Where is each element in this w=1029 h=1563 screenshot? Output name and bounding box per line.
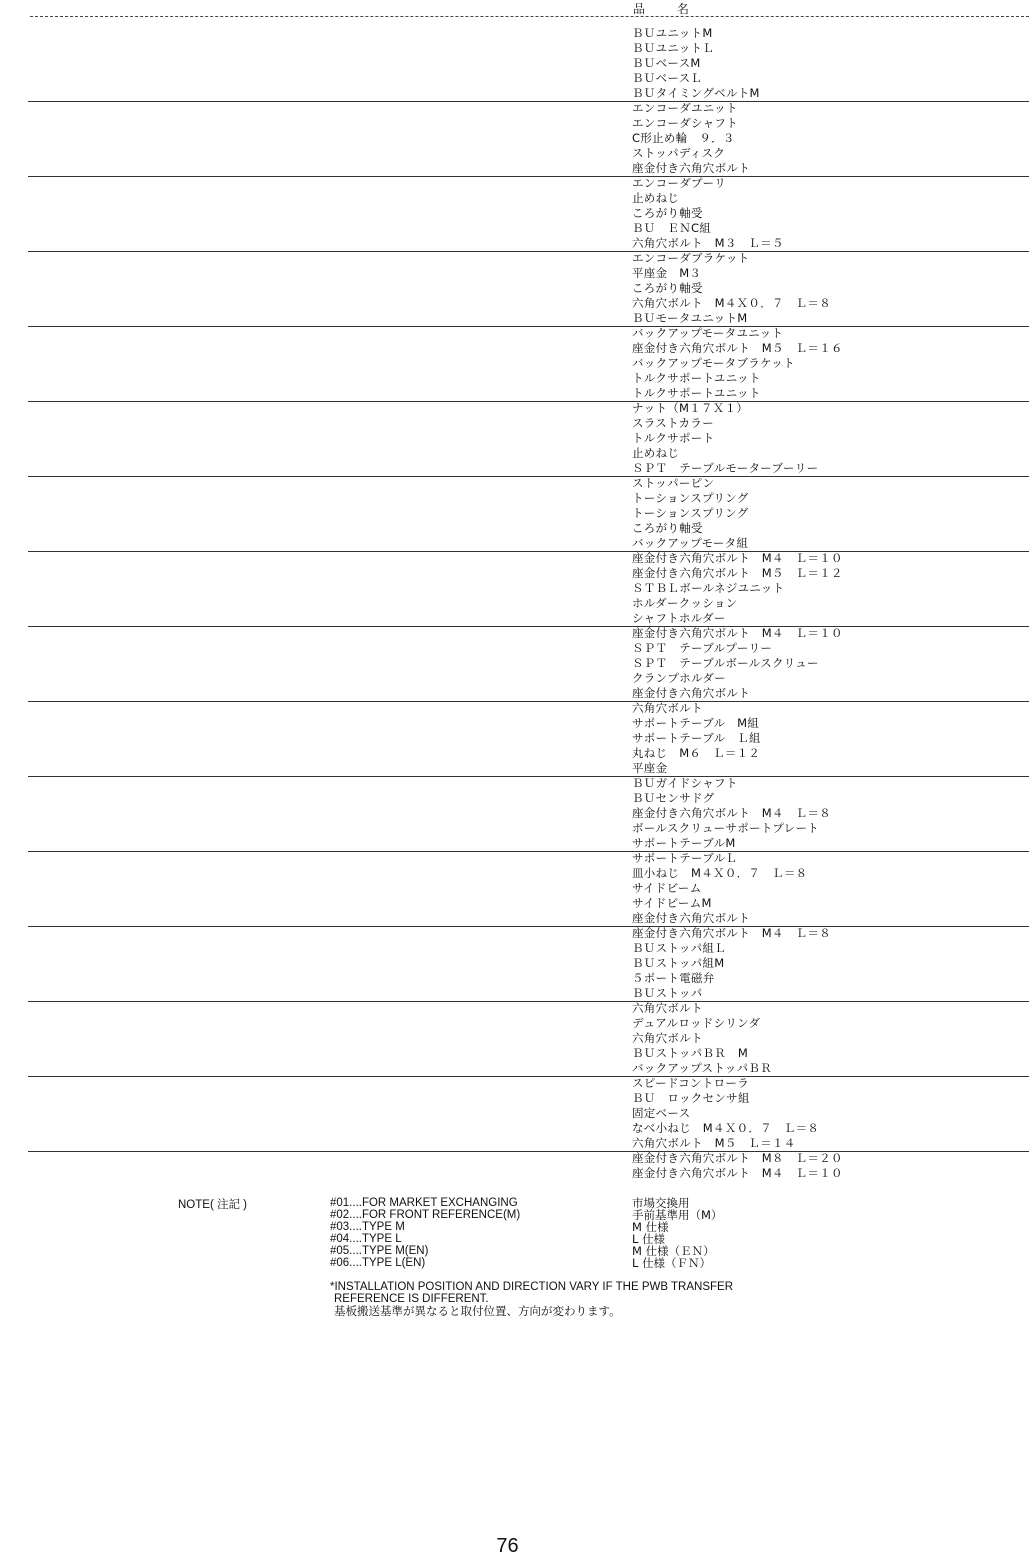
part-name: ＢＵモータユニットM xyxy=(632,311,748,325)
part-name: トーションスプリング xyxy=(632,491,749,505)
part-name: 座金付き六角穴ボルト M４ Ｌ＝１０ xyxy=(632,1166,843,1180)
note-code-line: #03....TYPE M xyxy=(330,1221,405,1233)
group-separator-line xyxy=(28,1076,1029,1077)
part-name: トーションスプリング xyxy=(632,506,749,520)
part-name: 座金付き六角穴ボルト M４ Ｌ＝１０ xyxy=(632,626,843,640)
note-title: NOTE( 注記 ) xyxy=(178,1199,247,1211)
note-jp-line: 手前基準用（M） xyxy=(632,1208,723,1222)
part-name: クランプホルダー xyxy=(632,671,726,685)
note-code-line: #06....TYPE L(EN) xyxy=(330,1257,426,1269)
part-name: 皿小ねじ M４Ｘ０．７ Ｌ＝８ xyxy=(632,866,808,880)
part-name: ＢＵストッパ組Ｌ xyxy=(632,941,727,955)
part-name: ＢＵユニットM xyxy=(632,26,713,40)
part-name: エンコーダユニット xyxy=(632,101,738,115)
part-name: ころがり軸受 xyxy=(632,206,703,220)
part-name: ＢＵガイドシャフト xyxy=(632,776,738,790)
parts-list xyxy=(0,26,1029,1181)
part-name: ＢＵ ロックセンサ組 xyxy=(632,1091,750,1105)
group-separator-line xyxy=(28,626,1029,627)
part-name: 丸ねじ M６ Ｌ＝１２ xyxy=(632,746,761,760)
part-name: C形止め輪 ９．３ xyxy=(632,131,735,145)
part-name: ころがり軸受 xyxy=(632,521,703,535)
part-name: 平座金 M３ xyxy=(632,266,702,280)
part-name: バックアップストッパＢＲ xyxy=(632,1061,772,1075)
note-code-line: #01....FOR MARKET EXCHANGING xyxy=(330,1197,518,1209)
note-code-line: #04....TYPE L xyxy=(330,1233,402,1245)
parts-group xyxy=(0,326,1029,401)
parts-group xyxy=(0,1151,1029,1181)
part-name: ＳＰＴ テーブルボールスクリュー xyxy=(632,656,819,670)
group-separator-line xyxy=(28,176,1029,177)
part-name: ストッパーピン xyxy=(632,476,715,490)
part-name: ＢＵストッパ組M xyxy=(632,956,725,970)
install-note-jp: 基板搬送基準が異なると取付位置、方向が変わります。 xyxy=(334,1304,621,1318)
part-name: ナット（M１７Ｘ１） xyxy=(632,401,749,415)
part-name: 固定ベース xyxy=(632,1106,691,1120)
parts-group xyxy=(0,26,1029,101)
column-header-part-name: 品 名 xyxy=(633,2,703,16)
group-separator-line xyxy=(28,326,1029,327)
group-separator-line xyxy=(28,551,1029,552)
part-name: バックアップモータ組 xyxy=(632,536,749,550)
group-separator-line xyxy=(28,1001,1029,1002)
part-name: 止めねじ xyxy=(632,191,680,205)
part-name: 六角穴ボルト xyxy=(632,701,703,715)
part-name: 座金付き六角穴ボルト xyxy=(632,161,750,175)
part-name: サポートテーブルM xyxy=(632,836,736,850)
parts-group xyxy=(0,776,1029,851)
part-name: 六角穴ボルト M５ Ｌ＝１４ xyxy=(632,1136,796,1150)
part-name: バックアップモータブラケット xyxy=(632,356,795,370)
group-separator-line xyxy=(28,476,1029,477)
part-name: ころがり軸受 xyxy=(632,281,703,295)
part-name: 座金付き六角穴ボルト xyxy=(632,686,750,700)
part-name: なべ小ねじ M４Ｘ０．７ Ｌ＝８ xyxy=(632,1121,820,1135)
part-name: ボールスクリューサポートプレート xyxy=(632,821,820,835)
part-name: ＢＵユニットＬ xyxy=(632,41,715,55)
part-name: サイドビームM xyxy=(632,896,712,910)
parts-group xyxy=(0,476,1029,551)
part-name: シャフトホルダー xyxy=(632,611,726,625)
part-name: 六角穴ボルト xyxy=(632,1001,703,1015)
install-note-en-line1: *INSTALLATION POSITION AND DIRECTION VARY IF THE PWB TRANSFER xyxy=(330,1281,733,1293)
group-separator-line xyxy=(28,701,1029,702)
part-name: 座金付き六角穴ボルト xyxy=(632,911,750,925)
parts-group xyxy=(0,926,1029,1001)
part-name: エンコーダブラケット xyxy=(632,251,750,265)
part-name: サポートテーブル M組 xyxy=(632,716,760,730)
group-separator-line xyxy=(28,251,1029,252)
part-name: ＢＵセンサドグ xyxy=(632,791,715,805)
part-name: ＢＵベースＬ xyxy=(632,71,703,85)
part-name: ホルダークッション xyxy=(632,596,738,610)
part-name: トルクサポートユニット xyxy=(632,386,761,400)
parts-group xyxy=(0,1001,1029,1076)
part-name: サイドビーム xyxy=(632,881,702,895)
part-name: 座金付き六角穴ボルト M５ Ｌ＝１２ xyxy=(632,566,843,580)
part-name: トルクサポート xyxy=(632,431,715,445)
parts-group xyxy=(0,851,1029,926)
part-name: サポートテーブル Ｌ組 xyxy=(632,731,761,745)
part-name: 座金付き六角穴ボルト M５ Ｌ＝１６ xyxy=(632,341,843,355)
group-separator-line xyxy=(28,776,1029,777)
parts-group xyxy=(0,551,1029,626)
page-number: 76 xyxy=(496,1535,519,1557)
part-name: スラストカラー xyxy=(632,416,714,430)
part-name: 座金付き六角穴ボルト M４ Ｌ＝８ xyxy=(632,926,832,940)
note-code-line: #05....TYPE M(EN) xyxy=(330,1245,429,1257)
part-name: 平座金 xyxy=(632,761,668,775)
part-name: 六角穴ボルト M４Ｘ０．７ Ｌ＝８ xyxy=(632,296,832,310)
group-separator-line xyxy=(28,401,1029,402)
part-name: デュアルロッドシリンダ xyxy=(632,1016,761,1030)
part-name: 六角穴ボルト xyxy=(632,1031,703,1045)
part-name: ＢＵ ＥＮC組 xyxy=(632,221,712,235)
group-separator-line xyxy=(28,101,1029,102)
part-name: 座金付き六角穴ボルト M４ Ｌ＝８ xyxy=(632,806,832,820)
note-jp-line: M 仕様 xyxy=(632,1220,669,1234)
note-jp-line: 市場交換用 xyxy=(632,1196,690,1210)
part-name: ＢＵストッパＢＲ M xyxy=(632,1046,749,1060)
group-separator-line xyxy=(28,926,1029,927)
part-name: エンコーダシャフト xyxy=(632,116,738,130)
part-name: バックアップモータユニット xyxy=(632,326,784,340)
part-name: エンコーダプーリ xyxy=(632,176,727,190)
parts-group xyxy=(0,101,1029,176)
part-name: ＳＰＴ テーブルプーリー xyxy=(632,641,773,655)
header-dashed-rule xyxy=(30,16,1029,17)
part-name: ストッパディスク xyxy=(632,146,726,160)
part-name: 六角穴ボルト M３ Ｌ＝５ xyxy=(632,236,784,250)
part-name: 座金付き六角穴ボルト M８ Ｌ＝２０ xyxy=(632,1151,843,1165)
part-name: ＢＵタイミングベルトM xyxy=(632,86,760,100)
part-name: サポートテーブルＬ xyxy=(632,851,738,865)
install-note-en-line2: REFERENCE IS DIFFERENT. xyxy=(334,1293,489,1305)
note-jp-line: L 仕様（ＦＮ） xyxy=(632,1256,712,1270)
group-separator-line xyxy=(28,851,1029,852)
parts-group xyxy=(0,176,1029,251)
part-name: スピードコントローラ xyxy=(632,1076,750,1090)
part-name: ５ポート電磁弁 xyxy=(632,971,715,985)
note-jp-line: L 仕様 xyxy=(632,1232,666,1246)
part-name: ＢＵストッパ xyxy=(632,986,703,1000)
parts-group xyxy=(0,626,1029,701)
part-name: ＢＵベースM xyxy=(632,56,701,70)
part-name: ＳＰＴ テーブルモーターブーリー xyxy=(632,461,819,475)
part-name: 座金付き六角穴ボルト M４ Ｌ＝１０ xyxy=(632,551,843,565)
note-code-line: #02....FOR FRONT REFERENCE(M) xyxy=(330,1209,521,1221)
group-separator-line xyxy=(28,1151,1029,1152)
parts-group xyxy=(0,1076,1029,1151)
part-name: 止めねじ xyxy=(632,446,680,460)
note-jp-line: M 仕様（ＥＮ） xyxy=(632,1244,715,1258)
parts-group xyxy=(0,701,1029,776)
part-name: トルクサポートユニット xyxy=(632,371,761,385)
parts-group xyxy=(0,251,1029,326)
part-name: ＳＴＢＬボールネジユニット xyxy=(632,581,785,595)
parts-group xyxy=(0,401,1029,476)
